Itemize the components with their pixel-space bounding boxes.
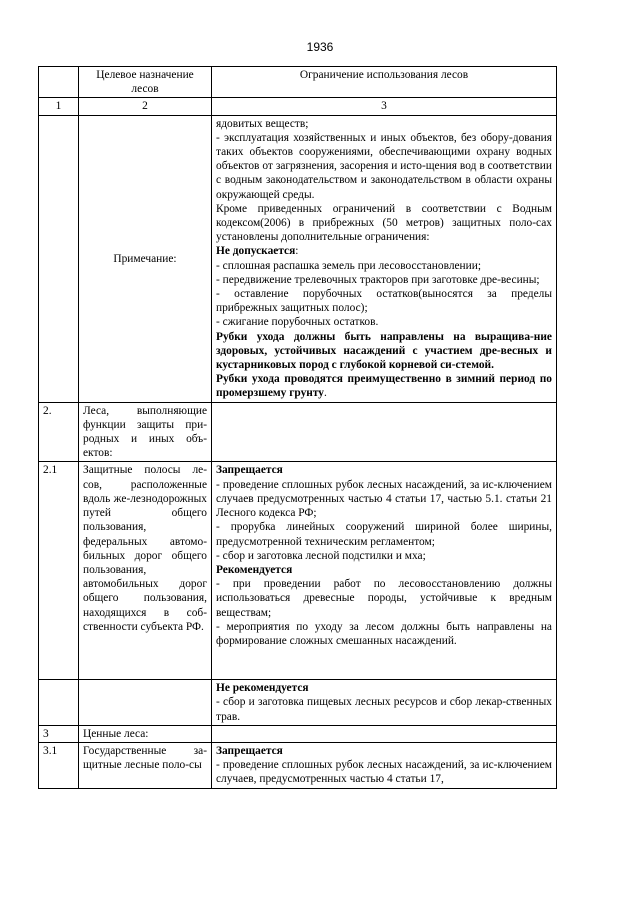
not-allowed-colon: :	[295, 245, 299, 258]
note-line: ядовитых веществ;	[216, 117, 309, 130]
header-cell-restriction: Ограничение использования лесов	[212, 67, 557, 98]
not-allowed-title: Не допускается	[216, 245, 296, 258]
list-item: - при проведении работ по лесовосстановлению должны использоваться древесные породы, устойчивые к вредным веществам;	[216, 578, 552, 619]
note-label: Примечание:	[79, 115, 212, 402]
row-label-cell	[79, 680, 212, 726]
row-3-1-content	[212, 742, 557, 788]
row-2-1-content	[212, 462, 557, 680]
row-num-cell	[39, 115, 79, 402]
row-num-cell: 2.	[39, 402, 79, 462]
list-item: - прорубка линейных сооружений шириной более ширины, предусмотренной техническим регламентом;	[216, 521, 552, 548]
header-cell-num	[39, 67, 79, 98]
list-item: - проведение сплошных рубок лесных насаждений, за ис-ключением случаев, предусмотренных частью 4 статьи 17,	[216, 759, 552, 786]
table-row-2-1-continued	[39, 680, 557, 726]
list-item: - передвижение трелевочных тракторов при заготовке дре-весины;	[216, 273, 540, 286]
column-number-2: 2	[79, 98, 212, 115]
list-item: - сбор и заготовка пищевых лесных ресурсов и сбор лекар-ственных трав.	[216, 696, 552, 723]
bold-paragraph: Рубки ухода должны быть направлены на выращива-ние здоровых, устойчивых насаждений с участием дре-весных и кустарниковых пород с глубокой корневой си-стемой.	[216, 330, 552, 372]
row-2-1-label: Защитные полосы ле-сов, расположенные вдоль же-лезнодорожных путей общего пользования, федеральных автомо-бильных дорог общего пользования, автомобильных дорог общего пользования, находящихся в соб-ственности субъекта РФ.	[79, 462, 212, 680]
recommended-title: Рекомендуется	[216, 563, 293, 576]
column-number-row	[39, 98, 557, 115]
column-number-3: 3	[212, 98, 557, 115]
row-2-label: Леса, выполняющие функции защиты при-родных и иных объ-ектов:	[79, 402, 212, 462]
not-allowed-heading	[216, 244, 552, 258]
note-line: - эксплуатация хозяйственных и иных объектов, без обору-дования таких объектов сооружениями, обеспечивающими охрану водных объектов от загрязнения, засорения и исто-щения вод в соответствии с водным законодательством и законодательством в области охраны окружающей среды.	[216, 131, 552, 201]
not-recommended-content	[212, 680, 557, 726]
row-3-content	[212, 725, 557, 742]
row-3-label: Ценные леса:	[79, 725, 212, 742]
list-item: - сжигание порубочных остатков.	[216, 316, 379, 329]
page-number: 1936	[306, 40, 334, 54]
forest-restrictions-table	[38, 66, 557, 789]
not-recommended-title: Не рекомендуется	[216, 682, 309, 695]
table-row-note	[39, 115, 557, 402]
bold-paragraph-2	[216, 372, 552, 400]
bold-paragraph-2-text: Рубки ухода проводятся преимущественно в зимний период по промерзшему грунту	[216, 373, 552, 400]
table-row-2	[39, 402, 557, 462]
table-row-3-1	[39, 742, 557, 788]
row-num-cell	[39, 680, 79, 726]
list-item: - проведение сплошных рубок лесных насаждений, за ис-ключением случаев предусмотренных частью 4 статьи 17, частью 5.1. статьи 21 Лесного кодекса РФ;	[216, 478, 552, 520]
prohibited-title: Запрещается	[216, 464, 283, 477]
row-num-cell: 2.1	[39, 462, 79, 680]
header-cell-purpose: Целевое назначение лесов	[79, 67, 212, 98]
row-num-cell: 3	[39, 725, 79, 742]
table-row-3	[39, 725, 557, 742]
table-header-row	[39, 67, 557, 98]
prohibited-title: Запрещается	[216, 744, 283, 757]
list-item: - мероприятия по уходу за лесом должны быть направлены на формирование сложных смешанных насаждений.	[216, 620, 552, 647]
spacer	[216, 648, 552, 678]
note-line: Кроме приведенных ограничений в соответствии с Водным кодексом(2006) в прибрежных (50 метров) защитных поло-сах установлены дополнительные ограничения:	[216, 202, 552, 244]
column-number-1: 1	[39, 98, 79, 115]
row-num-cell: 3.1	[39, 742, 79, 788]
row-3-1-label: Государственные за-щитные лесные поло-сы	[79, 742, 212, 788]
note-content	[212, 115, 557, 402]
list-item: - сбор и заготовка лесной подстилки и мха;	[216, 549, 426, 562]
table-row-2-1	[39, 462, 557, 680]
row-2-content	[212, 402, 557, 462]
list-item: - сплошная распашка земель при лесовосстановлении;	[216, 259, 482, 272]
bold-paragraph-2-end: .	[323, 387, 327, 400]
list-item: - оставление порубочных остатков(выносятся за пределы прибрежных защитных полос);	[216, 288, 552, 315]
